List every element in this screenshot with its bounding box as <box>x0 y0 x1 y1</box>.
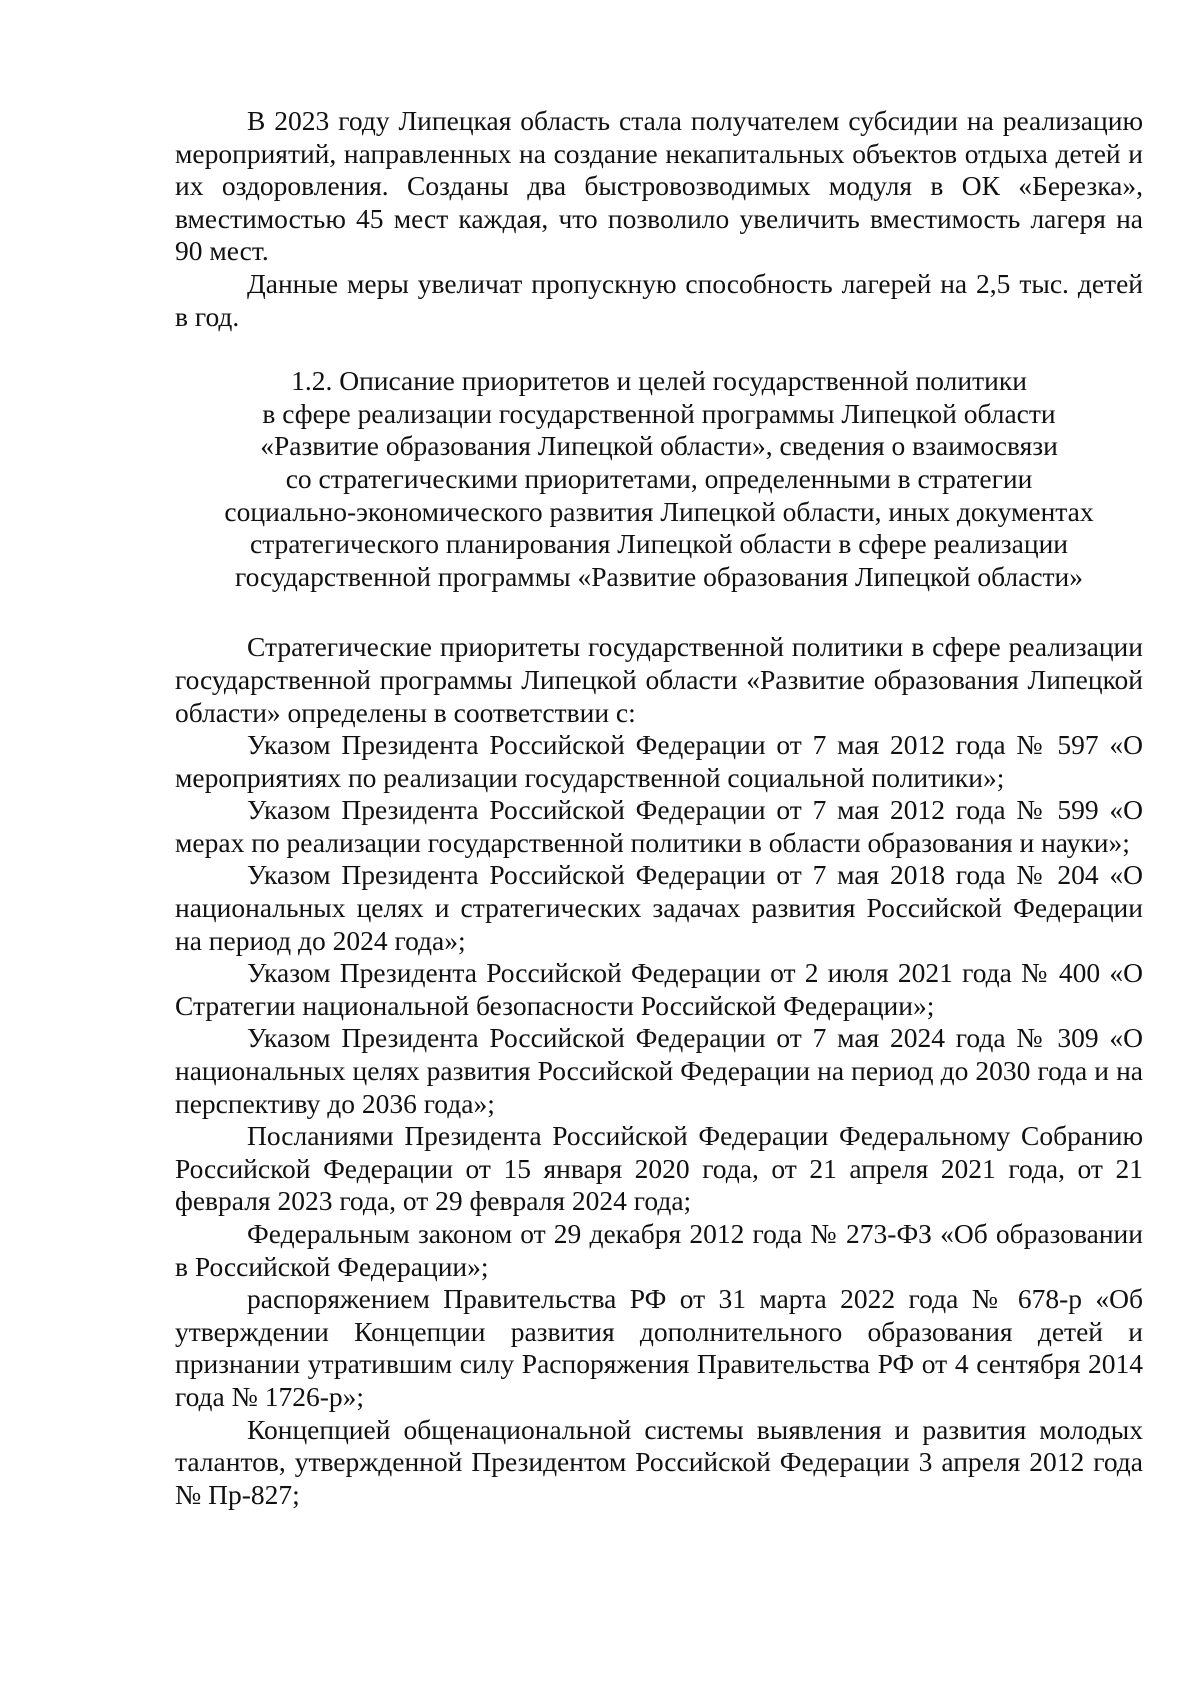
body-paragraph: Концепцией общенациональной системы выявления и развития молодых талантов, утвержденной Президентом Российской Федерации 3 апреля 2012 года № Пр-827; <box>175 1413 1143 1510</box>
intro-paragraph: В 2023 году Липецкая область стала получателем субсидии на реализацию мероприятий, направленных на создание некапитальных объектов отдыха детей и их оздоровления. Созданы два быстровозводимых модуля в ОК «Березка», вместимостью 45 мест каждая, что позволило увеличить вместимость лагеря на 90 мест. <box>175 105 1143 267</box>
section-heading-line: социально-экономического развития Липецкой области, иных документах <box>224 495 1094 527</box>
section-heading <box>175 365 1143 593</box>
section-heading-line: стратегического планирования Липецкой области в сфере реализации <box>249 528 1069 560</box>
body-paragraph: Указом Президента Российской Федерации от 7 мая 2018 года № 204 «О национальных целях и стратегических задачах развития Российской Федерации на период до 2024 года»; <box>175 859 1143 956</box>
section-heading-line: 1.2. Описание приоритетов и целей государственной политики <box>291 365 1027 397</box>
body-paragraph: Стратегические приоритеты государственной политики в сфере реализации государственной программы Липецкой области «Развитие образования Липецкой области» определены в соответствии с: <box>175 631 1143 728</box>
body-paragraph: Посланиями Президента Российской Федерации Федеральному Собранию Российской Федерации от 15 января 2020 года, от 21 апреля 2021 года, от 21 февраля 2023 года, от 29 февраля 2024 года; <box>175 1120 1143 1217</box>
document-page <box>175 105 1143 1511</box>
section-heading-line: государственной программы «Развитие образования Липецкой области» <box>234 560 1084 592</box>
body-paragraph: Указом Президента Российской Федерации от 7 мая 2012 года № 599 «О мерах по реализации государственной политики в области образования и науки»; <box>175 794 1143 858</box>
section-heading-line: в сфере реализации государственной программы Липецкой области <box>262 397 1056 429</box>
intro-paragraph: Данные меры увеличат пропускную способность лагерей на 2,5 тыс. детей в год. <box>175 267 1143 332</box>
body-paragraph: распоряжением Правительства РФ от 31 марта 2022 года № 678-р «Об утверждении Концепции развития дополнительного образования детей и признании утратившим силу Распоряжения Правительства РФ от 4 сентября 2014 года № 1726-р»; <box>175 1283 1143 1412</box>
body-paragraph: Указом Президента Российской Федерации от 7 мая 2024 года № 309 «О национальных целях развития Российской Федерации на период до 2030 года и на перспективу до 2036 года»; <box>175 1022 1143 1119</box>
body-paragraph: Указом Президента Российской Федерации от 7 мая 2012 года № 597 «О мероприятиях по реализации государственной социальной политики»; <box>175 729 1143 793</box>
section-spacer <box>175 593 1143 631</box>
section-heading-line: «Развитие образования Липецкой области», сведения о взаимосвязи <box>260 430 1058 462</box>
body-paragraph: Указом Президента Российской Федерации от 2 июля 2021 года № 400 «О Стратегии национальной безопасности Российской Федерации»; <box>175 957 1143 1021</box>
body-paragraph: Федеральным законом от 29 декабря 2012 года № 273-ФЗ «Об образовании в Российской Федерации»; <box>175 1218 1143 1282</box>
section-heading-line: со стратегическими приоритетами, определенными в стратегии <box>285 462 1033 494</box>
